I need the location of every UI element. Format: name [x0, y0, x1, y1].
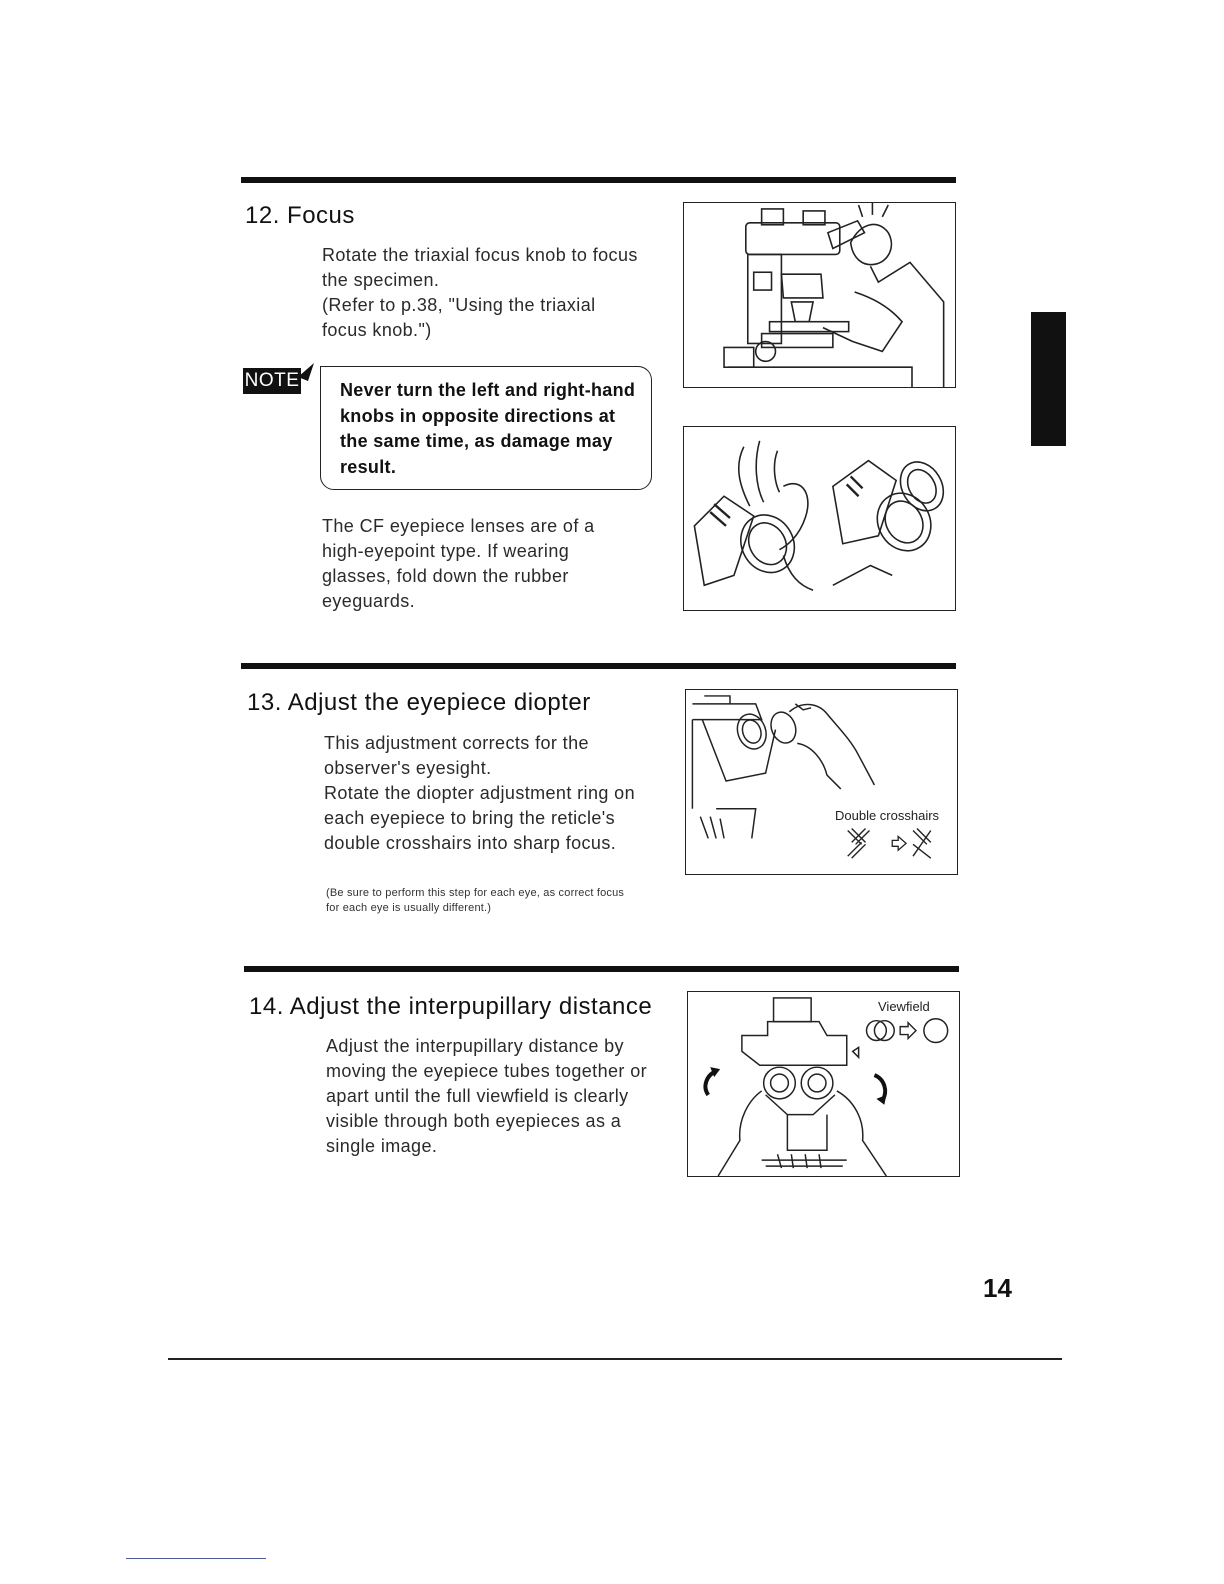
interpupillary-illustration [688, 992, 959, 1176]
diopter-instructions: This adjustment corrects for the observer's eyesight. Rotate the diopter adjustment ring on each eyepiece to bring the reticle's double crosshairs into sharp focus. [324, 733, 635, 853]
double-crosshairs-label: Double crosshairs [835, 808, 940, 823]
section-divider-13 [241, 663, 956, 669]
interpupillary-instructions: Adjust the interpupillary distance by moving the eyepiece tubes together or apart until the full viewfield is clearly visible through both eyepieces as a single image. [326, 1036, 647, 1156]
footer-rule [168, 1358, 1062, 1360]
section-title-diopter: 13. Adjust the eyepiece diopter [247, 689, 591, 716]
diopter-illustration [686, 690, 957, 874]
section-divider-12 [241, 177, 956, 183]
figure-interpupillary [687, 991, 960, 1177]
viewfield-label: Viewfield [878, 999, 930, 1014]
section-title-interpupillary: 14. Adjust the interpupillary distance [249, 993, 653, 1020]
section-divider-14 [244, 966, 959, 972]
note-warning-text: Never turn the left and right-hand knobs in opposite directions at the same time, as damage may result. [340, 380, 636, 477]
section-title-focus: 12. Focus [245, 202, 355, 229]
focus-instructions: Rotate the triaxial focus knob to focus the specimen. (Refer to p.38, "Using the triaxial focus knob.") [322, 245, 638, 340]
note-badge: NOTE [243, 368, 301, 394]
eyepiece-instructions: The CF eyepiece lenses are of a high-eyepoint type. If wearing glasses, fold down the rubber eyeguards. [322, 516, 595, 611]
diopter-fine-print: (Be sure to perform this step for each eye, as correct focus for each eye is usually different.) [326, 887, 625, 914]
chapter-side-tab [1031, 312, 1066, 446]
footer-link-line [126, 1558, 266, 1559]
page-number: 14 [983, 1273, 1012, 1303]
note-flag-icon [298, 363, 316, 381]
figure-diopter [685, 689, 958, 875]
figure-microscope-user [683, 202, 956, 388]
microscope-user-illustration [684, 203, 955, 387]
eyeguard-illustration [684, 427, 955, 610]
figure-eyeguards [683, 426, 956, 611]
